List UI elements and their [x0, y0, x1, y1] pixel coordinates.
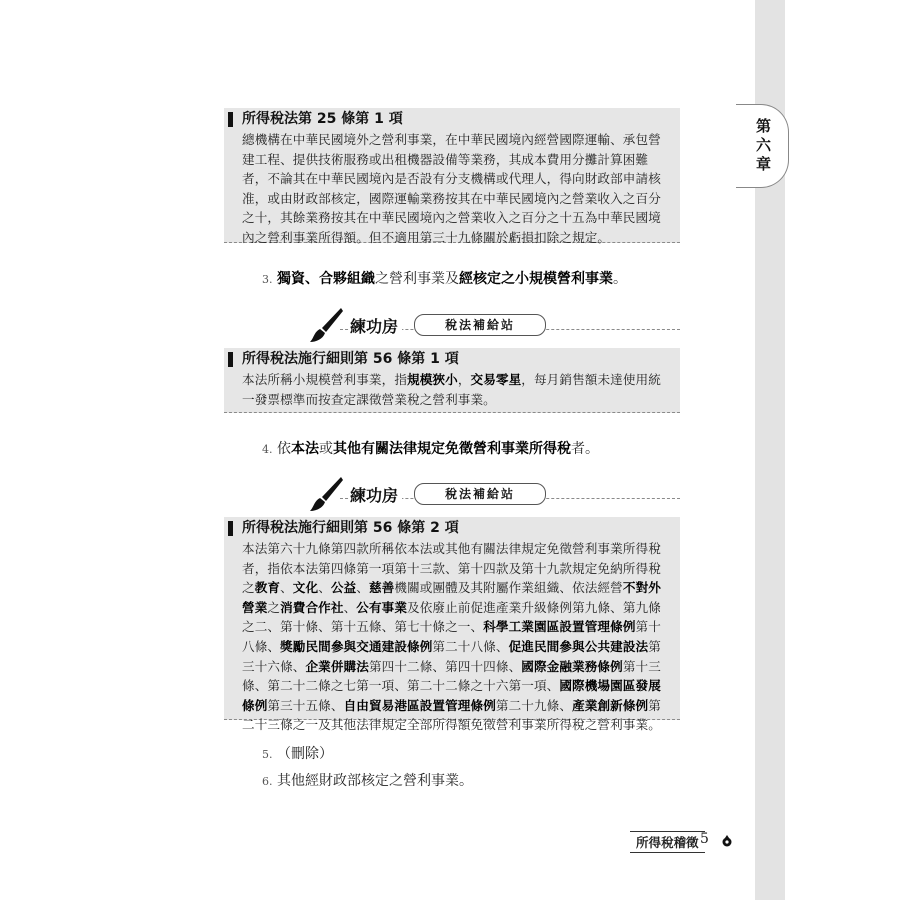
- law-box-heading: 所得稅法施行細則第 56 條第 1 項: [224, 348, 680, 370]
- law-box-text: 本法所稱小規模營利事業，指規模狹小，交易零星，每月銷售額未達使用統一發票標準而按查定課徵營業稅之營利事業。: [242, 372, 661, 407]
- item-text: 或: [318, 441, 333, 457]
- law-box-text: 總機構在中華民國境外之營利事業，在中華民國境內經營國際運輸、承包營建工程、提供技術服務或出租機器設備等業務，其成本費用分攤計算困難者，不論其在中華民國境內是否設有分支機構或代理人，得向財政部申請核准，或由財政部核定，國際運輸業務按其在中華民國境內之營業收入之百分之十，其餘業務按其在中華民國境內之營業收入之百分之十五為中華民國境內之營利事業所得額。但不適用第三十九條關於虧損扣除之規定。: [242, 132, 661, 245]
- list-item-5: [262, 743, 333, 763]
- bold-term: 本法: [290, 441, 319, 457]
- practice-banner: [304, 306, 680, 346]
- item-text: 其他經財政部核定之營利事業。: [276, 773, 473, 789]
- page-number: 5: [700, 831, 709, 847]
- banner-pill: 稅法補給站: [414, 483, 546, 505]
- bold-term: 獨資、合夥組織: [276, 271, 375, 287]
- list-item-4: [262, 438, 599, 458]
- bold-term: 其他有關法律規定免徵營利事業所得稅: [332, 441, 571, 457]
- brush-icon: [308, 475, 344, 513]
- banner-pill: 稅法補給站: [414, 314, 546, 336]
- chapter-tab: [736, 104, 789, 188]
- item-text: 依: [276, 441, 291, 457]
- item-number: 5.: [262, 748, 273, 761]
- banner-title: 練功房: [350, 314, 402, 337]
- item-text: 。: [612, 271, 627, 287]
- law-box-heading: 所得稅法施行細則第 56 條第 2 項: [224, 517, 680, 539]
- banner-title: 練功房: [350, 483, 402, 506]
- footer-chapter-label: 所得稅稽徵: [630, 831, 705, 853]
- page-ornament-icon: [721, 835, 733, 847]
- law-box-income-tax-art25: [224, 108, 680, 243]
- list-item-3: [262, 268, 627, 288]
- practice-banner: [304, 475, 680, 515]
- item-text: 之營利事業及: [374, 271, 459, 287]
- chapter-tab-label: 第六章: [756, 117, 772, 173]
- item-number: 4.: [262, 443, 273, 456]
- list-item-6: [262, 770, 473, 790]
- item-number: 3.: [262, 273, 273, 286]
- item-text: 者。: [570, 441, 599, 457]
- bold-term: 經核定之小規模營利事業: [458, 271, 613, 287]
- item-text: （刪除）: [276, 746, 333, 762]
- law-box-heading: 所得稅法第 25 條第 1 項: [224, 108, 680, 130]
- brush-icon: [308, 306, 344, 344]
- law-box-enforcement-art56-1: [224, 348, 680, 413]
- law-box-text: 本法第六十九條第四款所稱依本法或其他有關法律規定免徵營利事業所得稅者，指依本法第四條第一項第十三款、第十四款及第十九款規定免納所得稅之教育、文化、公益、慈善機關或團體及其附屬作業組織、依法經營不對外營業之消費合作社、公有事業及依廢止前促進產業升級條例第九條、第九條之二、第十條、第十五條、第七十條之一、科學工業園區設置管理條例第十八條、獎勵民間參與交通建設條例第二十八條、促進民間參與公共建設法第三十六條、企業併購法第四十二條、第四十四條、國際金融業務條例第十三條、第二十二條之七第一項、第二十二條之十六第一項、國際機場園區發展條例第三十五條、自由貿易港區設置管理條例第二十九條、產業創新條例第二十三條之一及其他法律規定全部所得額免徵營利事業所得稅之營利事業。: [242, 541, 661, 733]
- law-box-enforcement-art56-2: [224, 517, 680, 733]
- item-number: 6.: [262, 775, 273, 788]
